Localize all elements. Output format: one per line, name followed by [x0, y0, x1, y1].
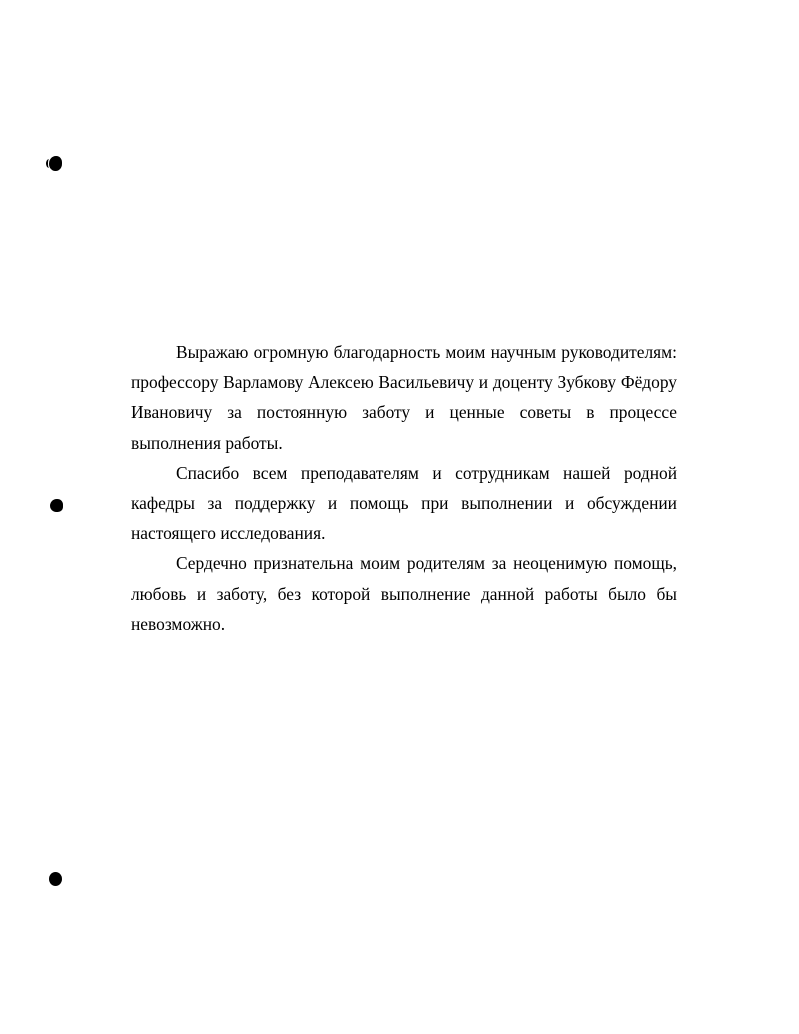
punch-hole-top: [49, 156, 62, 171]
punch-hole-bottom: [49, 872, 62, 886]
paragraph-parents: Сердечно признательна моим родителям за неоценимую помощь, любовь и заботу, без которой выполнение данной работы было бы невозможно.: [131, 553, 677, 634]
acknowledgements-text: [131, 337, 677, 639]
paragraph-supervisors: Выражаю огромную благодарность моим научным руководителям: профессору Варламову Алексею Васильевичу и доценту Зубкову Фёдору Ивановичу за постоянную заботу и ценные советы в процессе выполнения работы.: [131, 342, 677, 453]
paragraph-department: Спасибо всем преподавателям и сотрудникам нашей родной кафедры за поддержку и помощь при выполнении и обсуждении настоящего исследования.: [131, 462, 677, 544]
punch-hole-middle: [50, 499, 63, 512]
